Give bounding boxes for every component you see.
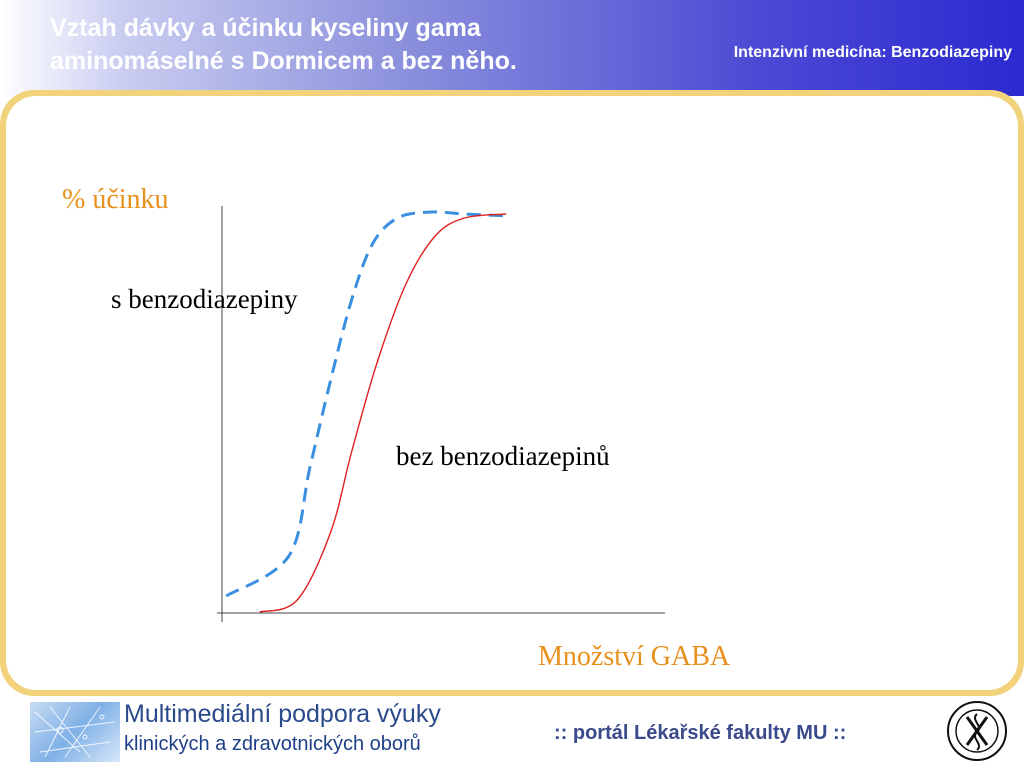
slide-subtitle: Intenzivní medicína: Benzodiazepiny <box>733 44 1012 61</box>
x-axis-label: Množství GABA <box>538 641 731 672</box>
series-label-bez-benzodiazepinu: bez benzodiazepinů <box>396 441 610 471</box>
series-label-s-benzodiazepiny: s benzodiazepiny <box>111 284 298 314</box>
network-logo-icon <box>30 702 120 762</box>
series-line-s-benzodiazepiny <box>226 212 510 596</box>
footer-brand-line2: klinických a zdravotnických oborů <box>124 733 421 755</box>
series-line-bez-benzodiazepinu <box>260 214 507 612</box>
slide-title: Vztah dávky a účinku kyseliny gama aminomáselné s Dormicem a bez něho. <box>50 14 517 75</box>
y-axis-label: % účinku <box>62 184 169 215</box>
portal-link[interactable]: :: portál Lékařské fakulty MU :: <box>554 722 847 744</box>
footer-brand-line1: Multimediální podpora výuky <box>124 700 441 728</box>
university-seal-icon <box>946 700 1008 762</box>
